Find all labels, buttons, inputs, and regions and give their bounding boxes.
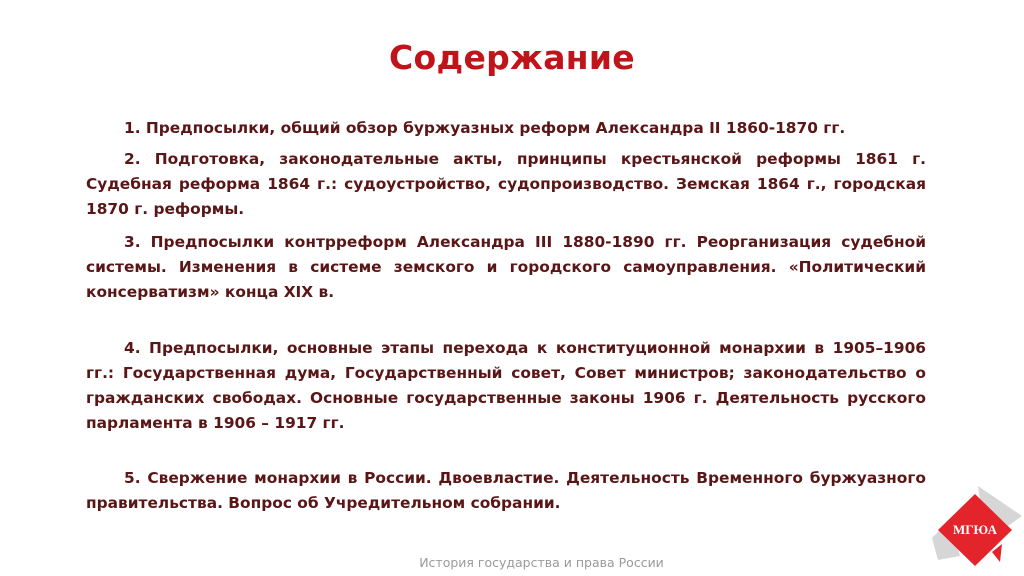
mgua-logo bbox=[930, 486, 1022, 568]
page-title: Содержание bbox=[389, 38, 635, 77]
contents-item-4: 4. Предпосылки, основные этапы перехода к конституционной монархии в 1905–1906 гг.: Государственная дума, Государственный совет, Совет министров; законодательство о гражданских свободах. Основные государственные законы 1906 г. Деятельность русского парламента в 1906 – 1917 гг. bbox=[86, 339, 926, 432]
contents-list bbox=[86, 116, 926, 516]
contents-item-2: 2. Подготовка, законодательные акты, принципы крестьянской реформы 1861 г. Судебная реформа 1864 г.: судоустройство, судопроизводство. Земская 1864 г., городская 1870 г. реформы. bbox=[86, 150, 926, 218]
contents-item-3: 3. Предпосылки контрреформ Александра III 1880-1890 гг. Реорганизация судебной системы. Изменения в системе земского и городского самоуправления. «Политический консерватизм» конца XIX в. bbox=[86, 233, 926, 301]
contents-item-5: 5. Свержение монархии в России. Двоевластие. Деятельность Временного буржуазного правительства. Вопрос об Учредительном собрании. bbox=[86, 469, 926, 512]
mgua-logo-mark bbox=[930, 486, 1022, 568]
logo-text: МГЮА bbox=[952, 522, 998, 537]
contents-item-1: 1. Предпосылки, общий обзор буржуазных реформ Александра II 1860-1870 гг. bbox=[124, 119, 846, 137]
footer-caption: История государства и права России bbox=[419, 555, 664, 570]
